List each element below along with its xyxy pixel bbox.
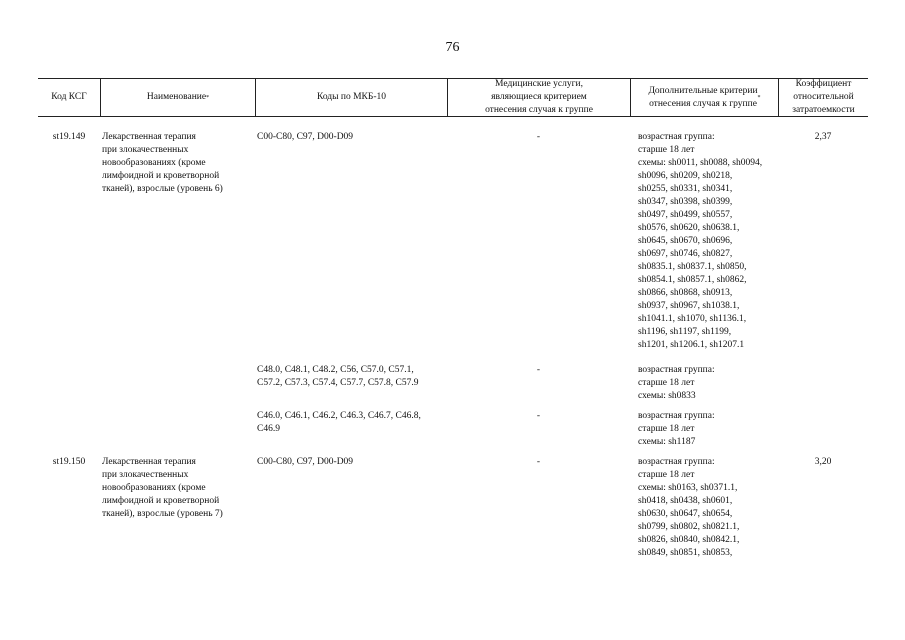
mkb-cell: C00-C80, C97, D00-D09 (257, 132, 354, 142)
coefficient-cell (778, 364, 868, 403)
header-cost-coefficient-text: Коэффициент относительной затратоемкости (792, 79, 855, 115)
coefficient-cell: 2,37 (814, 132, 832, 142)
table-row (38, 364, 868, 403)
services-cell: - (536, 365, 541, 375)
header-name-text: Наименование (146, 92, 207, 102)
services-cell: - (536, 457, 541, 467)
mkb-cell: C48.0, C48.1, C48.2, C56, C57.0, C57.1, C57.2, C57.3, C57.4, C57.7, C57.8, C57.9 (257, 365, 419, 388)
header-ksg-code (38, 79, 100, 116)
coefficient-cell: 3,20 (814, 457, 832, 467)
table-header (38, 78, 868, 117)
table-row (38, 131, 868, 352)
header-medical-services-text: Медицинские услуги, являющиеся критерием отнесения случая к группе (485, 79, 593, 115)
mkb-cell: C46.0, C46.1, C46.2, C46.3, C46.7, C46.8, C46.9 (257, 411, 421, 434)
table-row (38, 456, 868, 560)
header-mkb-codes-text: Коды по МКБ-10 (316, 92, 387, 102)
header-cost-coefficient (778, 79, 868, 116)
criteria-cell: возрастная группа: старше 18 лет схемы: sh0011, sh0088, sh0094, sh0096, sh0209, sh0218, sh0255, sh0331, sh0341, sh0347, sh0398, sh0399, sh0497, sh0499, sh0557, sh0576, sh0620, sh0638.1, sh0645, sh0670, sh0696, sh0697, sh0746, sh0827, sh0835.1, sh0837.1, sh0850, sh0854.1, sh0857.1, sh0862, sh0866, sh0868, sh0913, sh0937, sh0967, sh1038.1, sh1041.1, sh1070, sh1136.1, sh1196, sh1197, sh1199, sh1201, sh1206.1, sh1207.1 (638, 132, 763, 350)
ksg-code-cell (38, 364, 100, 403)
ksg-code-cell (38, 410, 100, 449)
header-additional-criteria-text: Дополнительные критерии отнесения случая к группе (648, 85, 758, 109)
name-cell (100, 364, 255, 403)
name-cell: Лекарственная терапия при злокачественных новообразованиях (кроме лимфоидной и кроветворной тканей), взрослые (уровень 6) (102, 132, 223, 194)
services-cell: - (536, 411, 541, 421)
table-body (38, 131, 868, 560)
mkb-cell: C00-C80, C97, D00-D09 (257, 457, 354, 467)
criteria-cell: возрастная группа: старше 18 лет схемы: sh0163, sh0371.1, sh0418, sh0438, sh0601, sh0630, sh0647, sh0654, sh0799, sh0802, sh0821.1, sh0826, sh0840, sh0842.1, sh0849, sh0851, sh0853, (638, 457, 740, 558)
ksg-table (38, 78, 868, 560)
ksg-code-cell: st19.149 (52, 132, 86, 142)
coefficient-cell (778, 410, 868, 449)
table-row (38, 410, 868, 449)
name-cell (100, 410, 255, 449)
name-cell: Лекарственная терапия при злокачественных новообразованиях (кроме лимфоидной и кроветворной тканей), взрослые (уровень 7) (102, 457, 223, 519)
header-ksg-code-text: Код КСГ (51, 92, 87, 102)
header-medical-services (447, 79, 630, 116)
criteria-cell: возрастная группа: старше 18 лет схемы: sh1187 (638, 411, 715, 447)
header-additional-criteria: Дополнительные критерии отнесения случая к группе * (630, 79, 778, 116)
header-name: Наименование * (100, 79, 255, 116)
header-mkb-codes (255, 79, 447, 116)
services-cell: - (536, 132, 541, 142)
page-number: 76 (445, 40, 460, 55)
criteria-cell: возрастная группа: старше 18 лет схемы: sh0833 (638, 365, 715, 401)
ksg-code-cell: st19.150 (52, 457, 86, 467)
